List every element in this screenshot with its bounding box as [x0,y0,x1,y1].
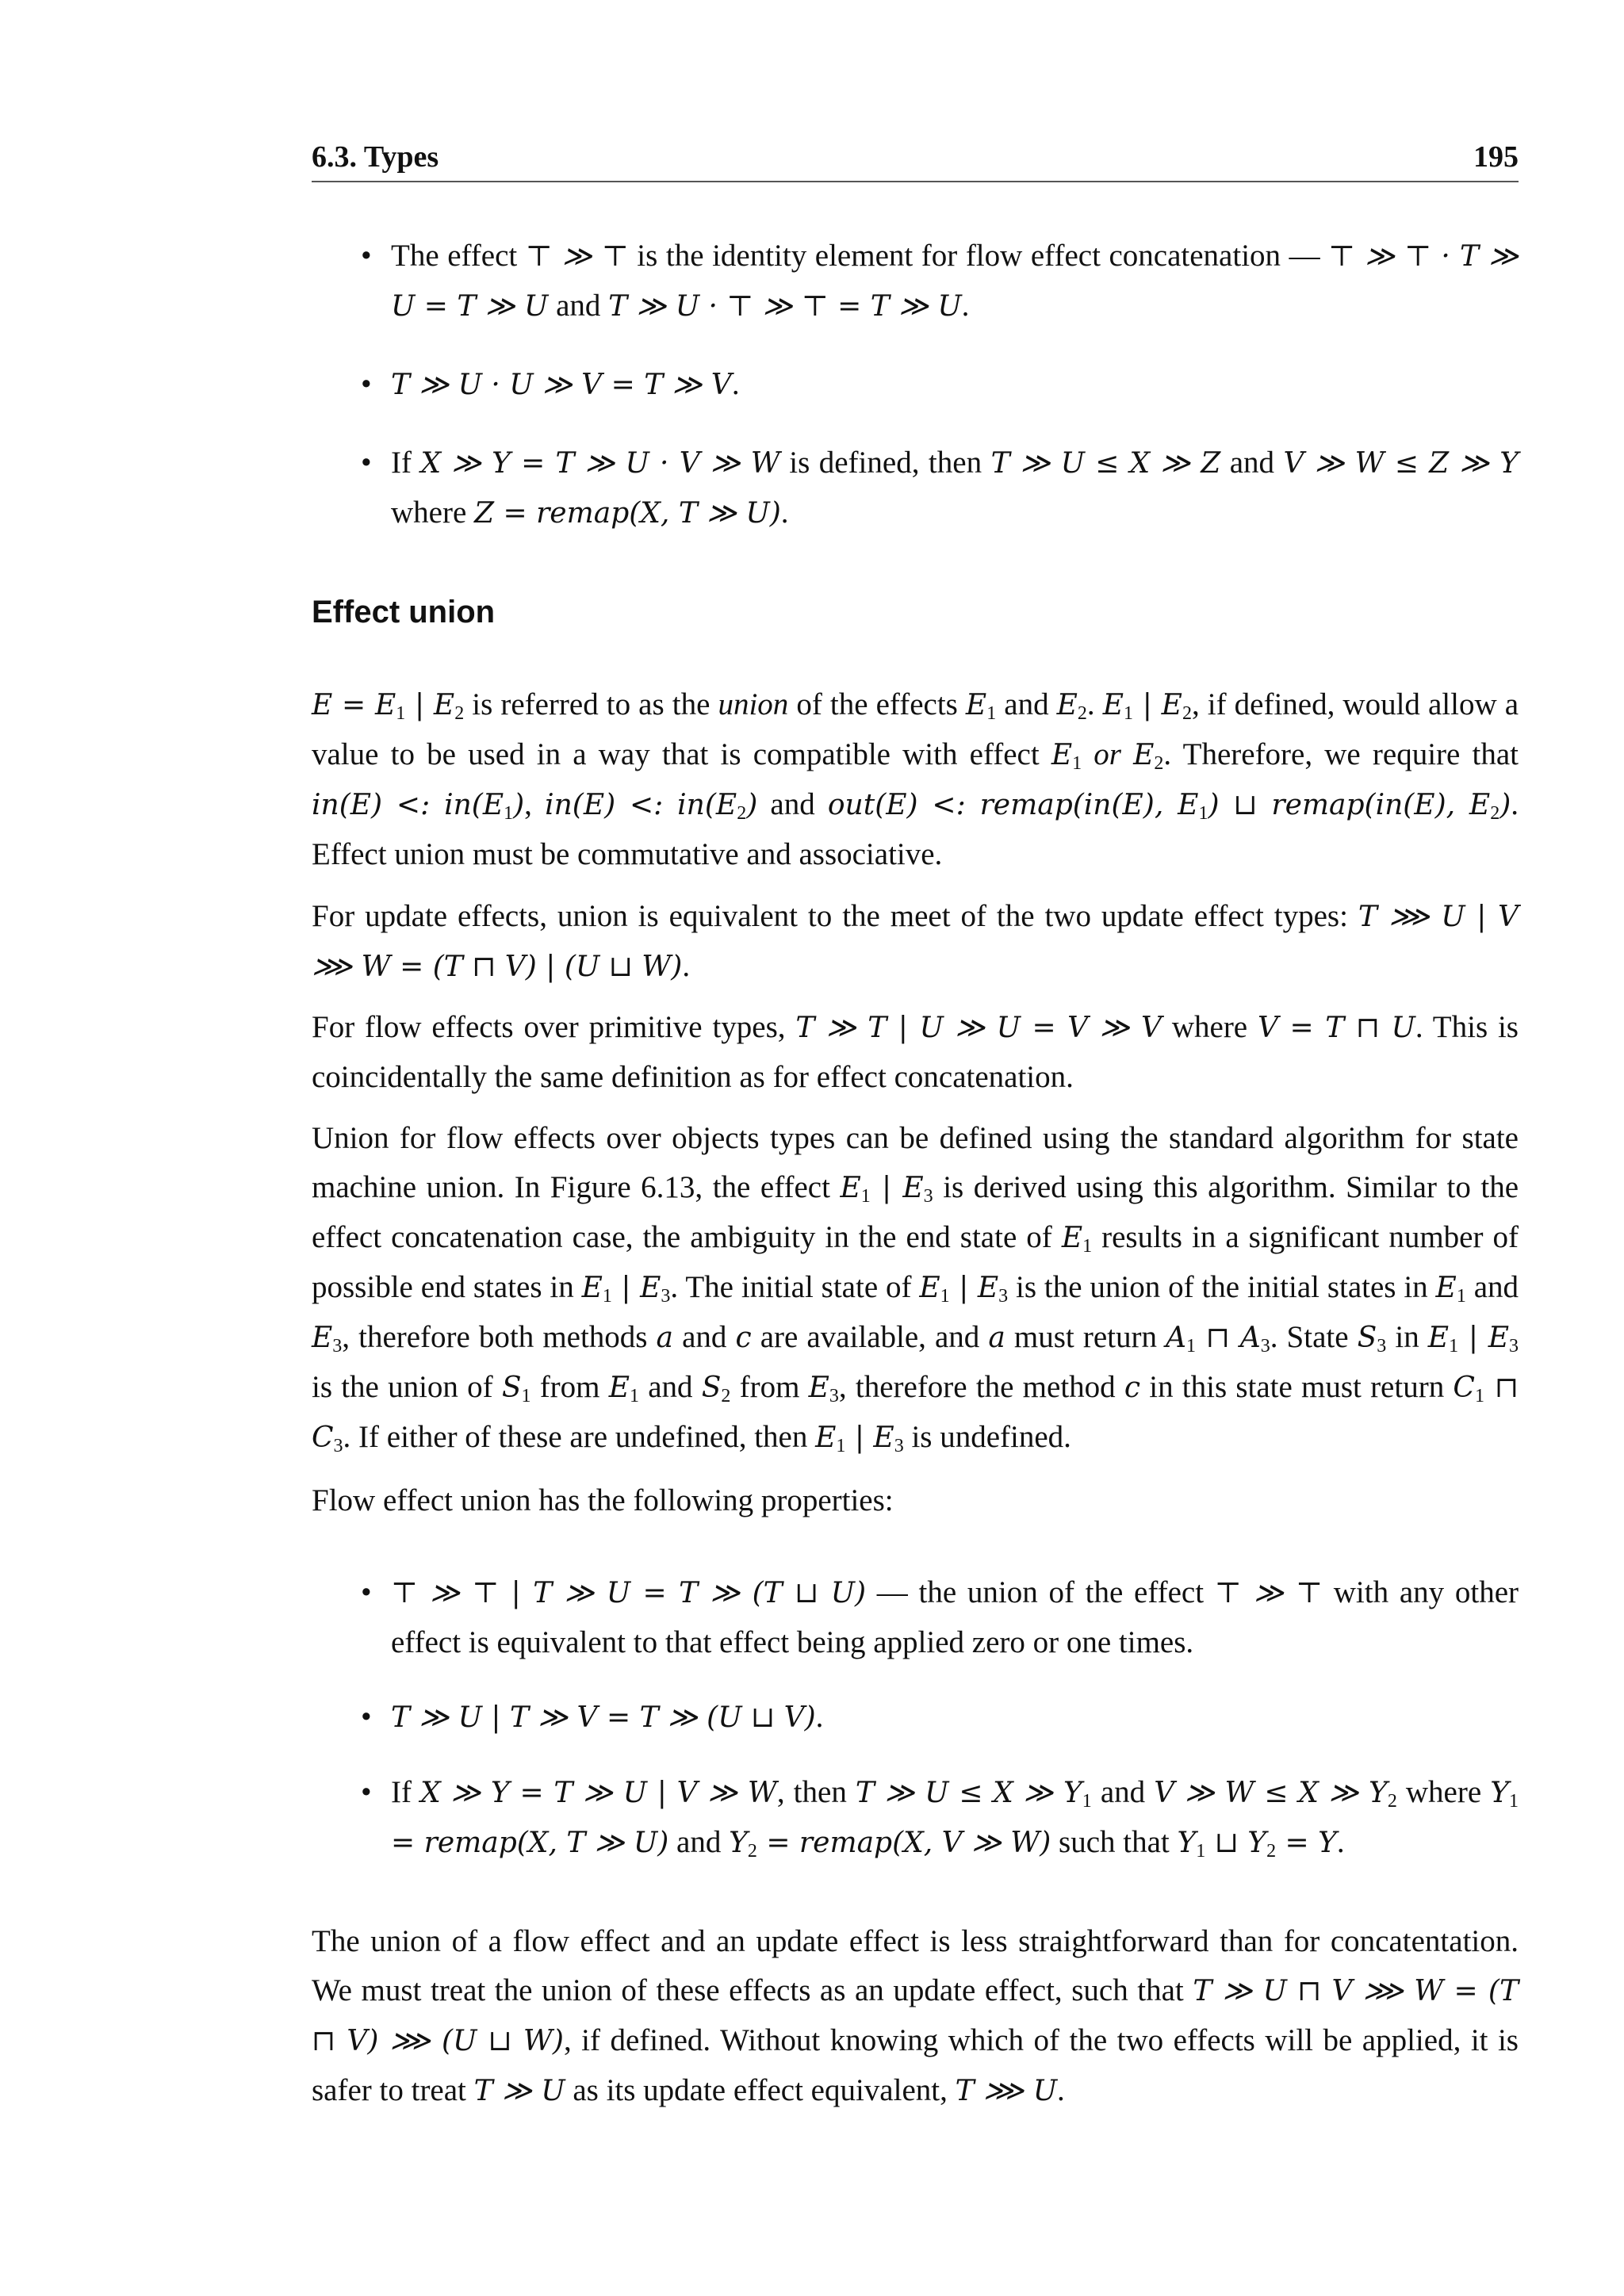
paragraph: Union for flow effects over objects types can be defined using the standard algorithm for state machine union. In Figure 6.13, the effect $E_1$ | $E_3$ is derived using this algorithm. Similar to the effect concatenation case, the ambiguity in the end state of $E_1$ results in a significant number of possible end states in $E_1$ | $E_3$. The initial state of $E_1$ | $E_3$ is the union of the initial states in $E_1$ and $E_3$, therefore both methods a and c are available, and a must return $A_1$ ⊓ $A_3$. State $S_3$ in $E_1$ | $E_3$ is the union of $S_1$ from $E_1$ and $S_2$ from $E_3$, therefore the method c in this state must return $C_1$ ⊓ $C_3$. If either of these are undefined, then $E_1$ | $E_3$ is undefined. [312,1121,1519,1456]
page [312,0,1519,2296]
section-heading: Effect union [312,595,496,629]
section-title: 6.3. Types [312,140,439,174]
paragraph: For update effects, union is equivalent to the meet of the two update effect types: T ⋙ U | V ⋙ W = (T ⊓ V) | (U ⊔ W). [312,899,1519,983]
paragraph: For flow effects over primitive types, T ≫ T | U ≫ U = V ≫ V where V = T ⊓ U. This is coincidentally the same definition as for effect concatenation. [312,1010,1519,1094]
list-item: • T ≫ U · U ≫ V = T ≫ V. [361,367,740,401]
running-head [312,140,1519,182]
list-item: • If X ≫ Y = T ≫ U | V ≫ W, then T ≫ U ≤ X ≫ $Y_1$ and V ≫ W ≤ X ≫ $Y_2$ where $Y_1$ = remap(X, T ≫ U) and $Y_2$ = remap(X, V ≫ W) such that $Y_1$ ⊔ $Y_2 = Y$. [361,1775,1519,1862]
page-number: 195 [1473,140,1519,174]
union-properties-list [312,1568,1519,1893]
list-item: • The effect ⊤ ≫ ⊤ is the identity element for flow effect concatenation — ⊤ ≫ ⊤ · T ≫ U = T ≫ U and T ≫ U · ⊤ ≫ ⊤ = T ≫ U. [361,239,1519,323]
list-item: • ⊤ ≫ ⊤ | T ≫ U = T ≫ (T ⊔ U) — the union of the effect ⊤ ≫ ⊤ with any other effect is equivalent to that effect being applied zero or one times. [361,1575,1519,1659]
list-item: • T ≫ U | T ≫ V = T ≫ (U ⊔ V). [361,1700,824,1734]
paragraph: Flow effect union has the following properties: [312,1483,894,1517]
paragraph: The union of a flow effect and an update effect is less straightforward than for concatentation. We must treat the union of these effects as an update effect, such that T ≫ U ⊓ V ⋙ W = (T ⊓ V) ⋙ (U ⊔ W), if defined. Without knowing which of the two effects will be applied, it is safer to treat T ≫ U as its update effect equivalent, T ⋙ U. [312,1924,1519,2107]
paragraph: $E = E_1$ | $E_2$ is referred to as the union of the effects $E_1$ and $E_2$. $E_1$ | $E_2$, if defined, would allow a value to be used in a way that is compatible with effect $E_1$ or $E_2$. Therefore, we require that in(E) <: $in(E_1)$, in(E) <: $in(E_2)$ and out(E) <: remap(in(E), $E_1$) ⊔ remap(in(E), $E_2$). Effect union must be commutative and associative. [312,687,1519,871]
list-item: • If X ≫ Y = T ≫ U · V ≫ W is defined, then T ≫ U ≤ X ≫ Z and V ≫ W ≤ Z ≫ Y where Z = remap(X, T ≫ U). [361,446,1519,530]
identity-properties-list [312,232,1519,567]
